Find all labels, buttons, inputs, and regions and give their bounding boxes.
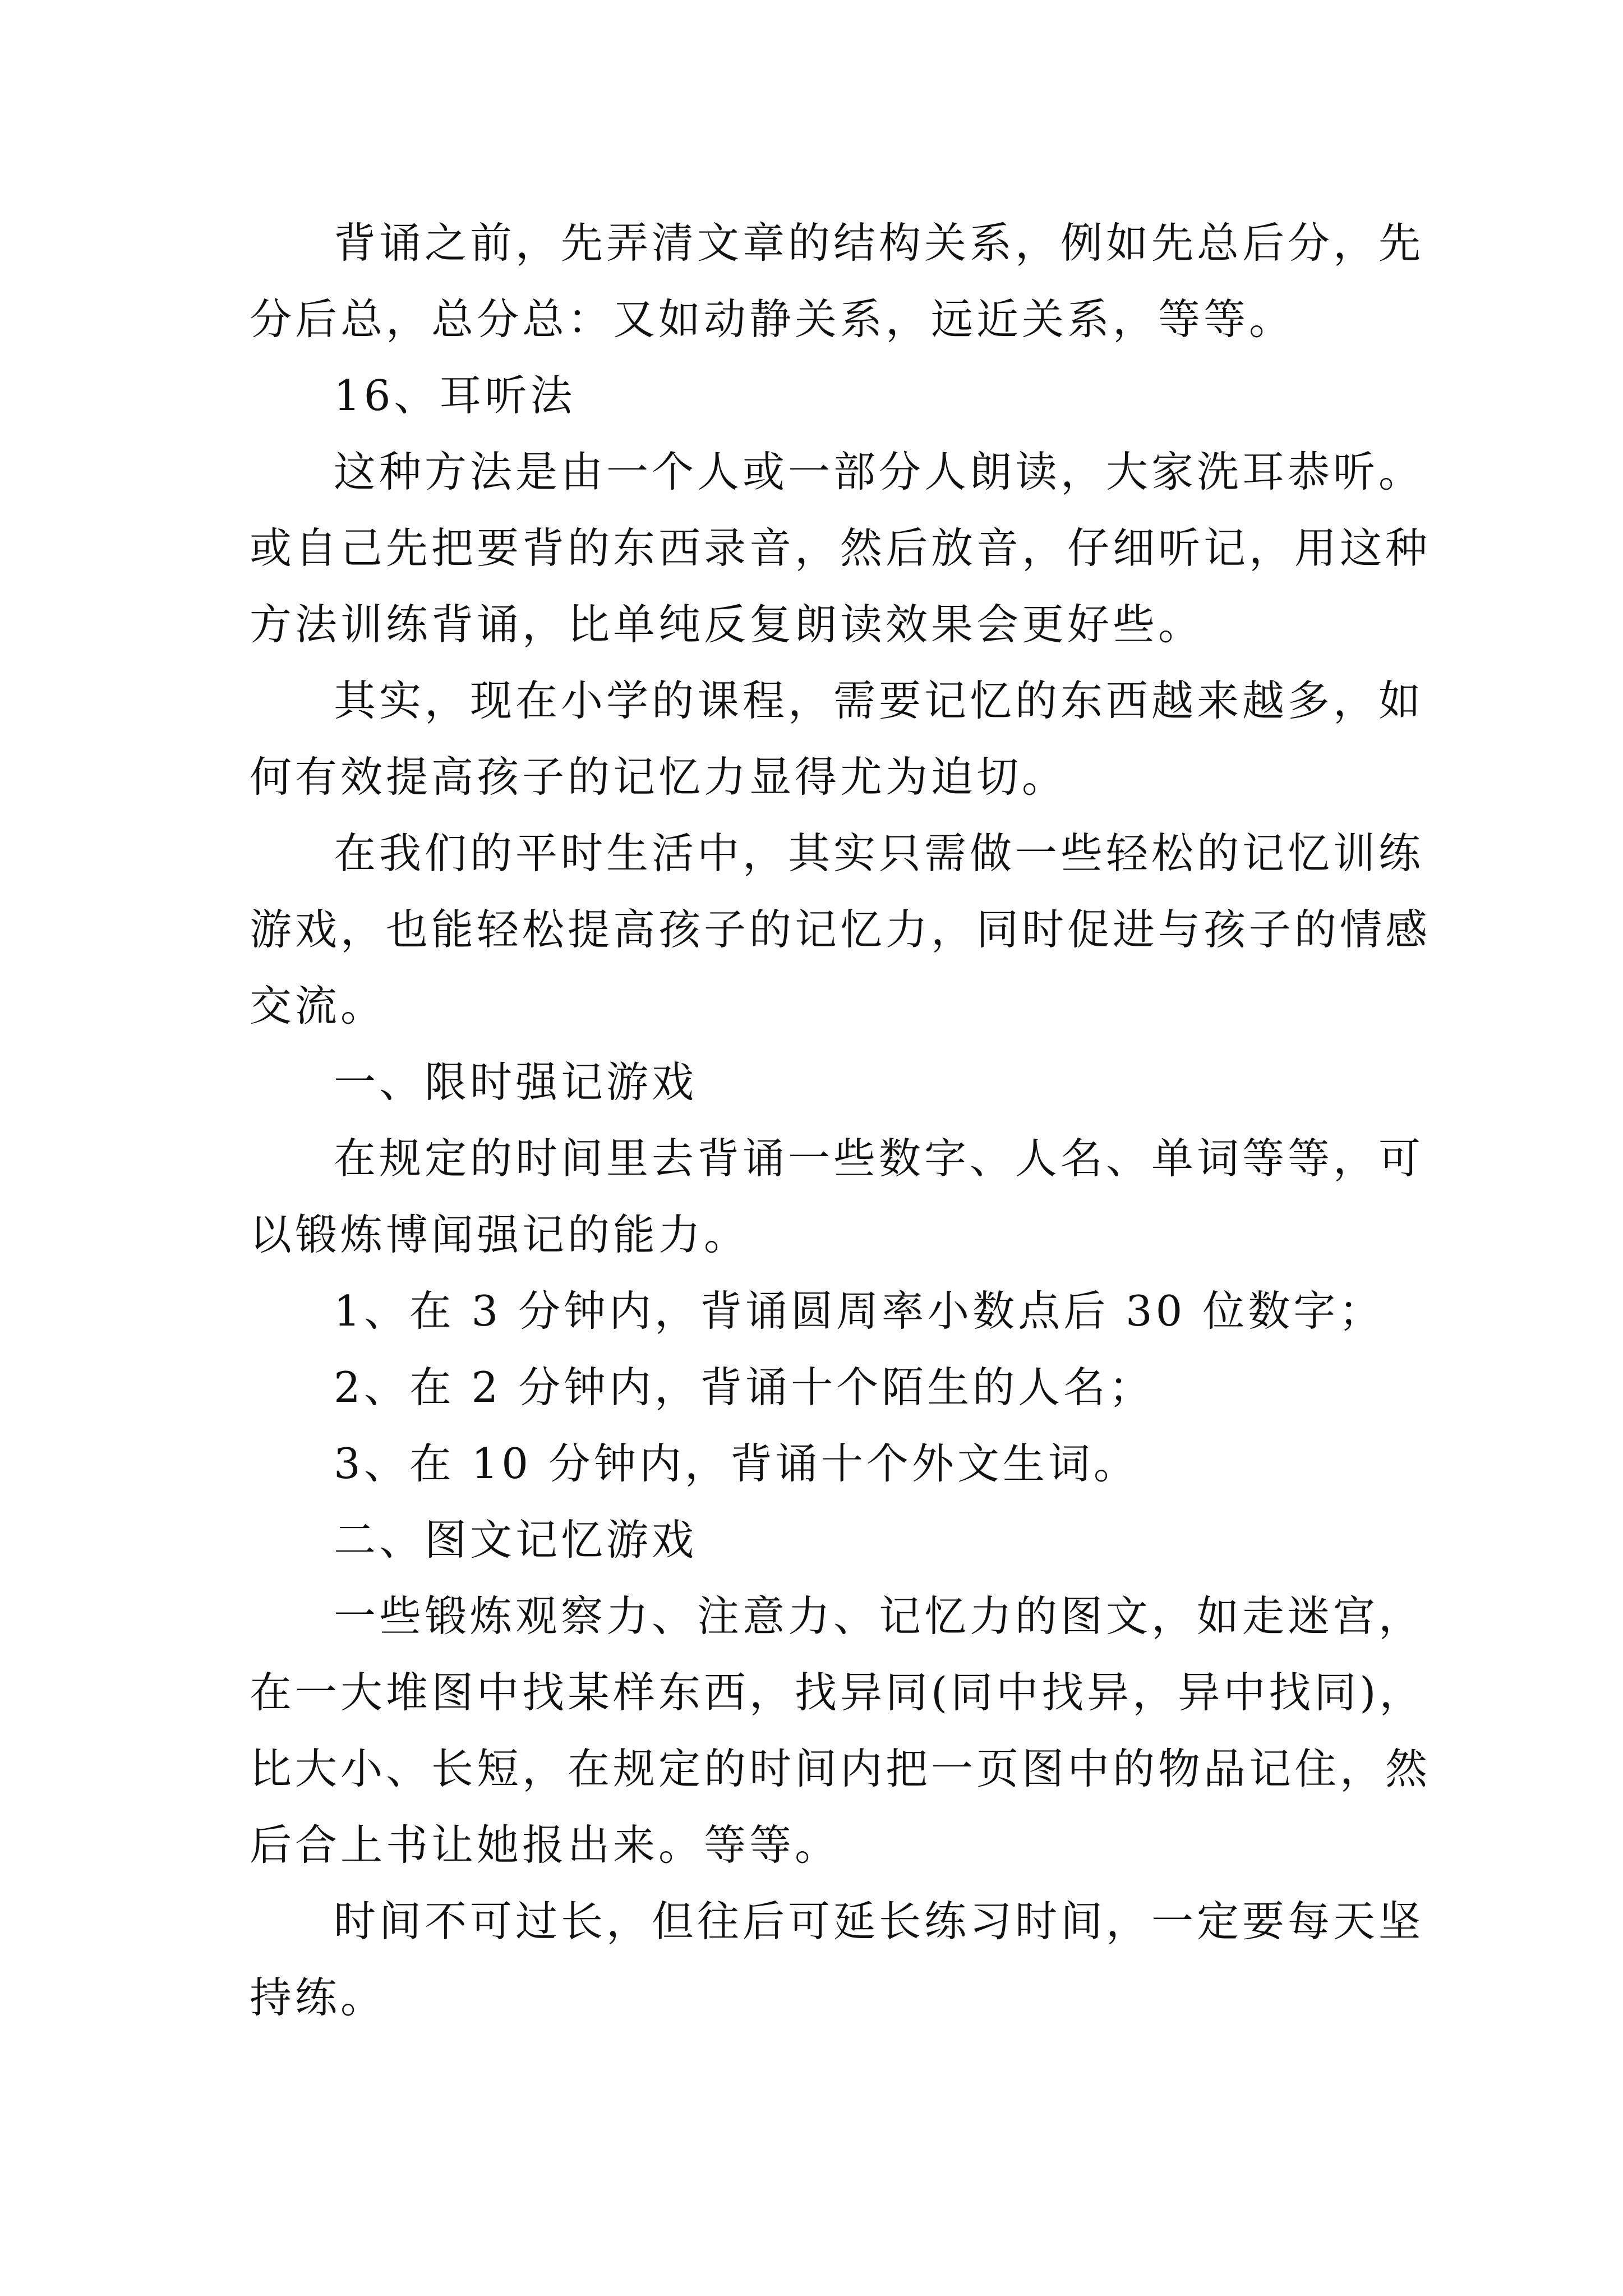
- text-line: 在规定的时间里去背诵一些数字、人名、单词等等，可: [334, 1134, 1424, 1183]
- text-line: 这种方法是由一个人或一部分人朗读，大家洗耳恭听。: [334, 447, 1424, 496]
- document-body: [250, 205, 1431, 2036]
- text-line: 方法训练背诵，比单纯反复朗读效果会更好些。: [250, 600, 1204, 649]
- text-line: 其实，现在小学的课程，需要记忆的东西越来越多，如: [334, 676, 1424, 725]
- text-line: 以锻炼博闻强记的能力。: [250, 1210, 750, 1259]
- section-heading: 一、限时强记游戏: [334, 1057, 698, 1107]
- text-line: 比大小、长短，在规定的时间内把一页图中的物品记住，然: [250, 1744, 1431, 1793]
- section-heading: 二、图文记忆游戏: [334, 1515, 698, 1565]
- list-item: 2、在 2 分钟内，背诵十个陌生的人名；: [334, 1363, 1155, 1412]
- section-heading: 16、耳听法: [334, 371, 576, 420]
- text-line: 持练。: [250, 1973, 386, 2022]
- text-line: 后合上书让她报出来。等等。: [250, 1820, 841, 1870]
- text-line: 分后总，总分总：又如动静关系，远近关系，等等。: [250, 295, 1295, 344]
- text-line: 交流。: [250, 981, 386, 1030]
- text-line: 在我们的平时生活中，其实只需做一些轻松的记忆训练: [334, 829, 1424, 878]
- text-line: 时间不可过长，但往后可延长练习时间，一定要每天坚: [334, 1897, 1424, 1946]
- text-line: 一些锻炼观察力、注意力、记忆力的图文，如走迷宫，: [334, 1591, 1424, 1641]
- text-line: 在一大堆图中找某样东西，找异同(同中找异，异中找同)，: [250, 1668, 1425, 1717]
- text-line: 游戏，也能轻松提高孩子的记忆力，同时促进与孩子的情感: [250, 905, 1431, 954]
- text-line: 背诵之前，先弄清文章的结构关系，例如先总后分，先: [334, 218, 1424, 268]
- text-line: 或自己先把要背的东西录音，然后放音，仔细听记，用这种: [250, 523, 1431, 573]
- list-item: 3、在 10 分钟内，背诵十个外文生词。: [334, 1439, 1139, 1488]
- list-item: 1、在 3 分钟内，背诵圆周率小数点后 30 位数字；: [334, 1286, 1385, 1336]
- text-line: 何有效提高孩子的记忆力显得尤为迫切。: [250, 752, 1068, 802]
